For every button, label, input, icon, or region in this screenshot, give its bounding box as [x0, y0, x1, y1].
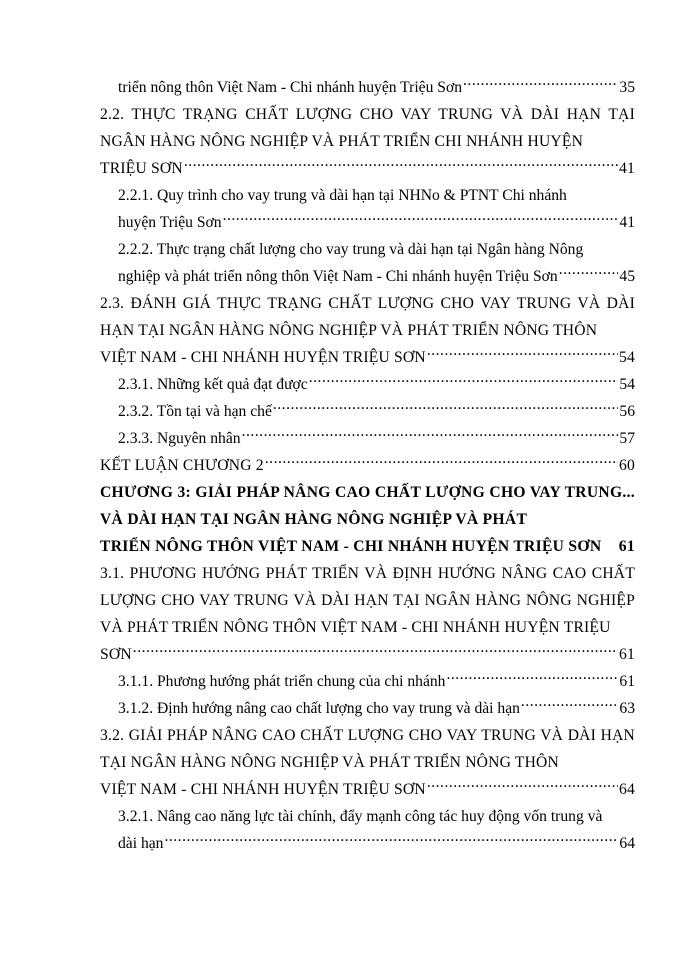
toc-page-number: 64: [619, 835, 635, 852]
toc-entry-text: 3.1.1. Phương hướng phát triển chung của chi nhánh: [118, 673, 446, 690]
dot-leader: [242, 427, 619, 443]
dot-leader: [427, 778, 618, 794]
toc-entry-last-line: [100, 641, 635, 668]
dot-leader: [463, 76, 618, 92]
toc-entry-text: dài hạn: [118, 835, 164, 852]
toc-entry-last-line: [118, 398, 635, 425]
toc-entry-text: triển nông thôn Việt Nam - Chi nhánh huyện Triệu Sơn: [118, 79, 463, 96]
toc-entry-last-line: [100, 452, 635, 479]
dot-leader: [133, 643, 618, 659]
toc-entry-last-line: [118, 425, 635, 452]
toc-page-number: 61: [619, 673, 635, 690]
toc-entry[interactable]: [100, 398, 635, 425]
toc-page-number: 56: [619, 403, 635, 420]
toc-entry[interactable]: [100, 182, 635, 236]
toc-entry-text: huyện Triệu Sơn: [118, 214, 222, 231]
dot-leader: [309, 373, 619, 389]
toc-entry-text: SƠN: [100, 646, 132, 663]
toc-entry-last-line: [100, 776, 635, 803]
toc-page-number: 57: [619, 430, 635, 447]
toc-entry-last-line: [118, 74, 635, 101]
toc-entry[interactable]: [100, 290, 635, 371]
toc-entry[interactable]: [100, 371, 635, 398]
toc-entry-text: 2.3.2. Tồn tại và hạn chế: [118, 403, 272, 420]
toc-entry-last-line: [100, 155, 635, 182]
toc-page-number: 64: [619, 781, 635, 798]
toc-entry-text: TRIỆU SƠN: [100, 160, 183, 177]
toc-page-number: 41: [619, 214, 635, 231]
dot-leader: [223, 211, 619, 227]
toc-page-number: 61: [618, 538, 635, 555]
toc-entry-text: 2.2. THỰC TRẠNG CHẤT LƯỢNG CHO VAY TRUNG VÀ DÀI HẠN TẠI NGÂN HÀNG NÔNG NGHIỆP VÀ PHÁT TRIỂN CHI NHÁNH HUYỆN: [100, 106, 635, 150]
toc-entry-last-line: [118, 830, 635, 857]
dot-leader: [446, 670, 618, 686]
toc-entry-text: CHƯƠNG 3: GIẢI PHÁP NÂNG CAO CHẤT LƯỢNG CHO VAY TRUNG... VÀ DÀI HẠN TẠI NGÂN HÀNG NÔNG NGHIỆP VÀ PHÁT: [100, 484, 635, 528]
dot-leader: [265, 454, 618, 470]
toc-entry-last-line: [118, 371, 635, 398]
toc-entry-text: 2.3.3. Nguyên nhân: [118, 430, 241, 447]
toc-page-number: 45: [619, 268, 635, 285]
toc-entry-last-line: [118, 209, 635, 236]
toc-page-number: 60: [619, 457, 635, 474]
toc-entry-text: 3.1.2. Định hướng nâng cao chất lượng cho vay trung và dài hạn: [118, 700, 520, 717]
toc-entry-text: VIỆT NAM - CHI NHÁNH HUYỆN TRIỆU SƠN: [100, 781, 426, 798]
dot-leader: [164, 832, 618, 848]
toc-entry[interactable]: [100, 425, 635, 452]
toc-entry-text: KẾT LUẬN CHƯƠNG 2: [100, 457, 264, 474]
toc-entry-chapter[interactable]: [100, 479, 635, 560]
toc-entry-last-line: [100, 533, 635, 560]
toc-entry[interactable]: [100, 803, 635, 857]
dot-leader: [521, 697, 618, 713]
toc-entry-text: TRIỂN NÔNG THÔN VIỆT NAM - CHI NHÁNH HUYỆN TRIỆU SƠN: [100, 538, 602, 555]
toc-entry-text: VIỆT NAM - CHI NHÁNH HUYỆN TRIỆU SƠN: [100, 349, 426, 366]
toc-entry-last-line: [118, 668, 635, 695]
toc-entry-last-line: [100, 344, 635, 371]
toc-entry[interactable]: [100, 74, 635, 101]
toc-entry[interactable]: [100, 560, 635, 668]
dot-leader: [427, 346, 618, 362]
toc-entry-text: 3.1. PHƯƠNG HƯỚNG PHÁT TRIỂN VÀ ĐỊNH HƯỚNG NÂNG CAO CHẤT LƯỢNG CHO VAY TRUNG VÀ DÀI HẠN TẠI NGÂN HÀNG NÔNG NGHIỆP VÀ PHÁT TRIỂN NÔNG THÔN VIỆT NAM - CHI NHÁNH HUYỆN TRIỆU: [100, 565, 635, 636]
toc-entry-text: 2.2.1. Quy trình cho vay trung và dài hạn tại NHNo & PTNT Chi nhánh: [118, 187, 567, 204]
toc-entry-text: 2.3. ĐÁNH GIÁ THỰC TRẠNG CHẤT LƯỢNG CHO VAY TRUNG VÀ DÀI HẠN TẠI NGÂN HÀNG NÔNG NGHIỆP VÀ PHÁT TRIỂN NÔNG THÔN: [100, 295, 635, 339]
toc-entry[interactable]: [100, 236, 635, 290]
toc-page-number: 54: [619, 349, 635, 366]
toc-entry-text: 3.2. GIẢI PHÁP NÂNG CAO CHẤT LƯỢNG CHO VAY TRUNG VÀ DÀI HẠN TẠI NGÂN HÀNG NÔNG NGHIỆP VÀ PHÁT TRIỂN NÔNG THÔN: [100, 727, 635, 771]
toc-entry[interactable]: [100, 695, 635, 722]
toc-page-number: 54: [619, 376, 635, 393]
toc-page-number: 61: [619, 646, 635, 663]
dot-leader: [559, 265, 619, 281]
dot-leader: [184, 157, 618, 173]
toc-page-number: 63: [619, 700, 635, 717]
toc-entry-last-line: [118, 263, 635, 290]
table-of-contents: [100, 74, 635, 857]
toc-page-number: 41: [619, 160, 635, 177]
toc-entry-text: 2.2.2. Thực trạng chất lượng cho vay trung và dài hạn tại Ngân hàng Nông: [118, 241, 584, 258]
toc-entry-text: nghiệp và phát triển nông thôn Việt Nam - Chi nhánh huyện Triệu Sơn: [118, 268, 558, 285]
dot-leader: [273, 400, 619, 416]
toc-entry[interactable]: [100, 668, 635, 695]
toc-entry-last-line: [118, 695, 635, 722]
toc-entry-text: 2.3.1. Những kết quả đạt được: [118, 376, 308, 393]
toc-page-number: 35: [619, 79, 635, 96]
toc-entry[interactable]: [100, 452, 635, 479]
toc-entry-text: 3.2.1. Nâng cao năng lực tài chính, đẩy mạnh công tác huy động vốn trung và: [118, 808, 603, 825]
toc-entry[interactable]: [100, 722, 635, 803]
toc-entry[interactable]: [100, 101, 635, 182]
